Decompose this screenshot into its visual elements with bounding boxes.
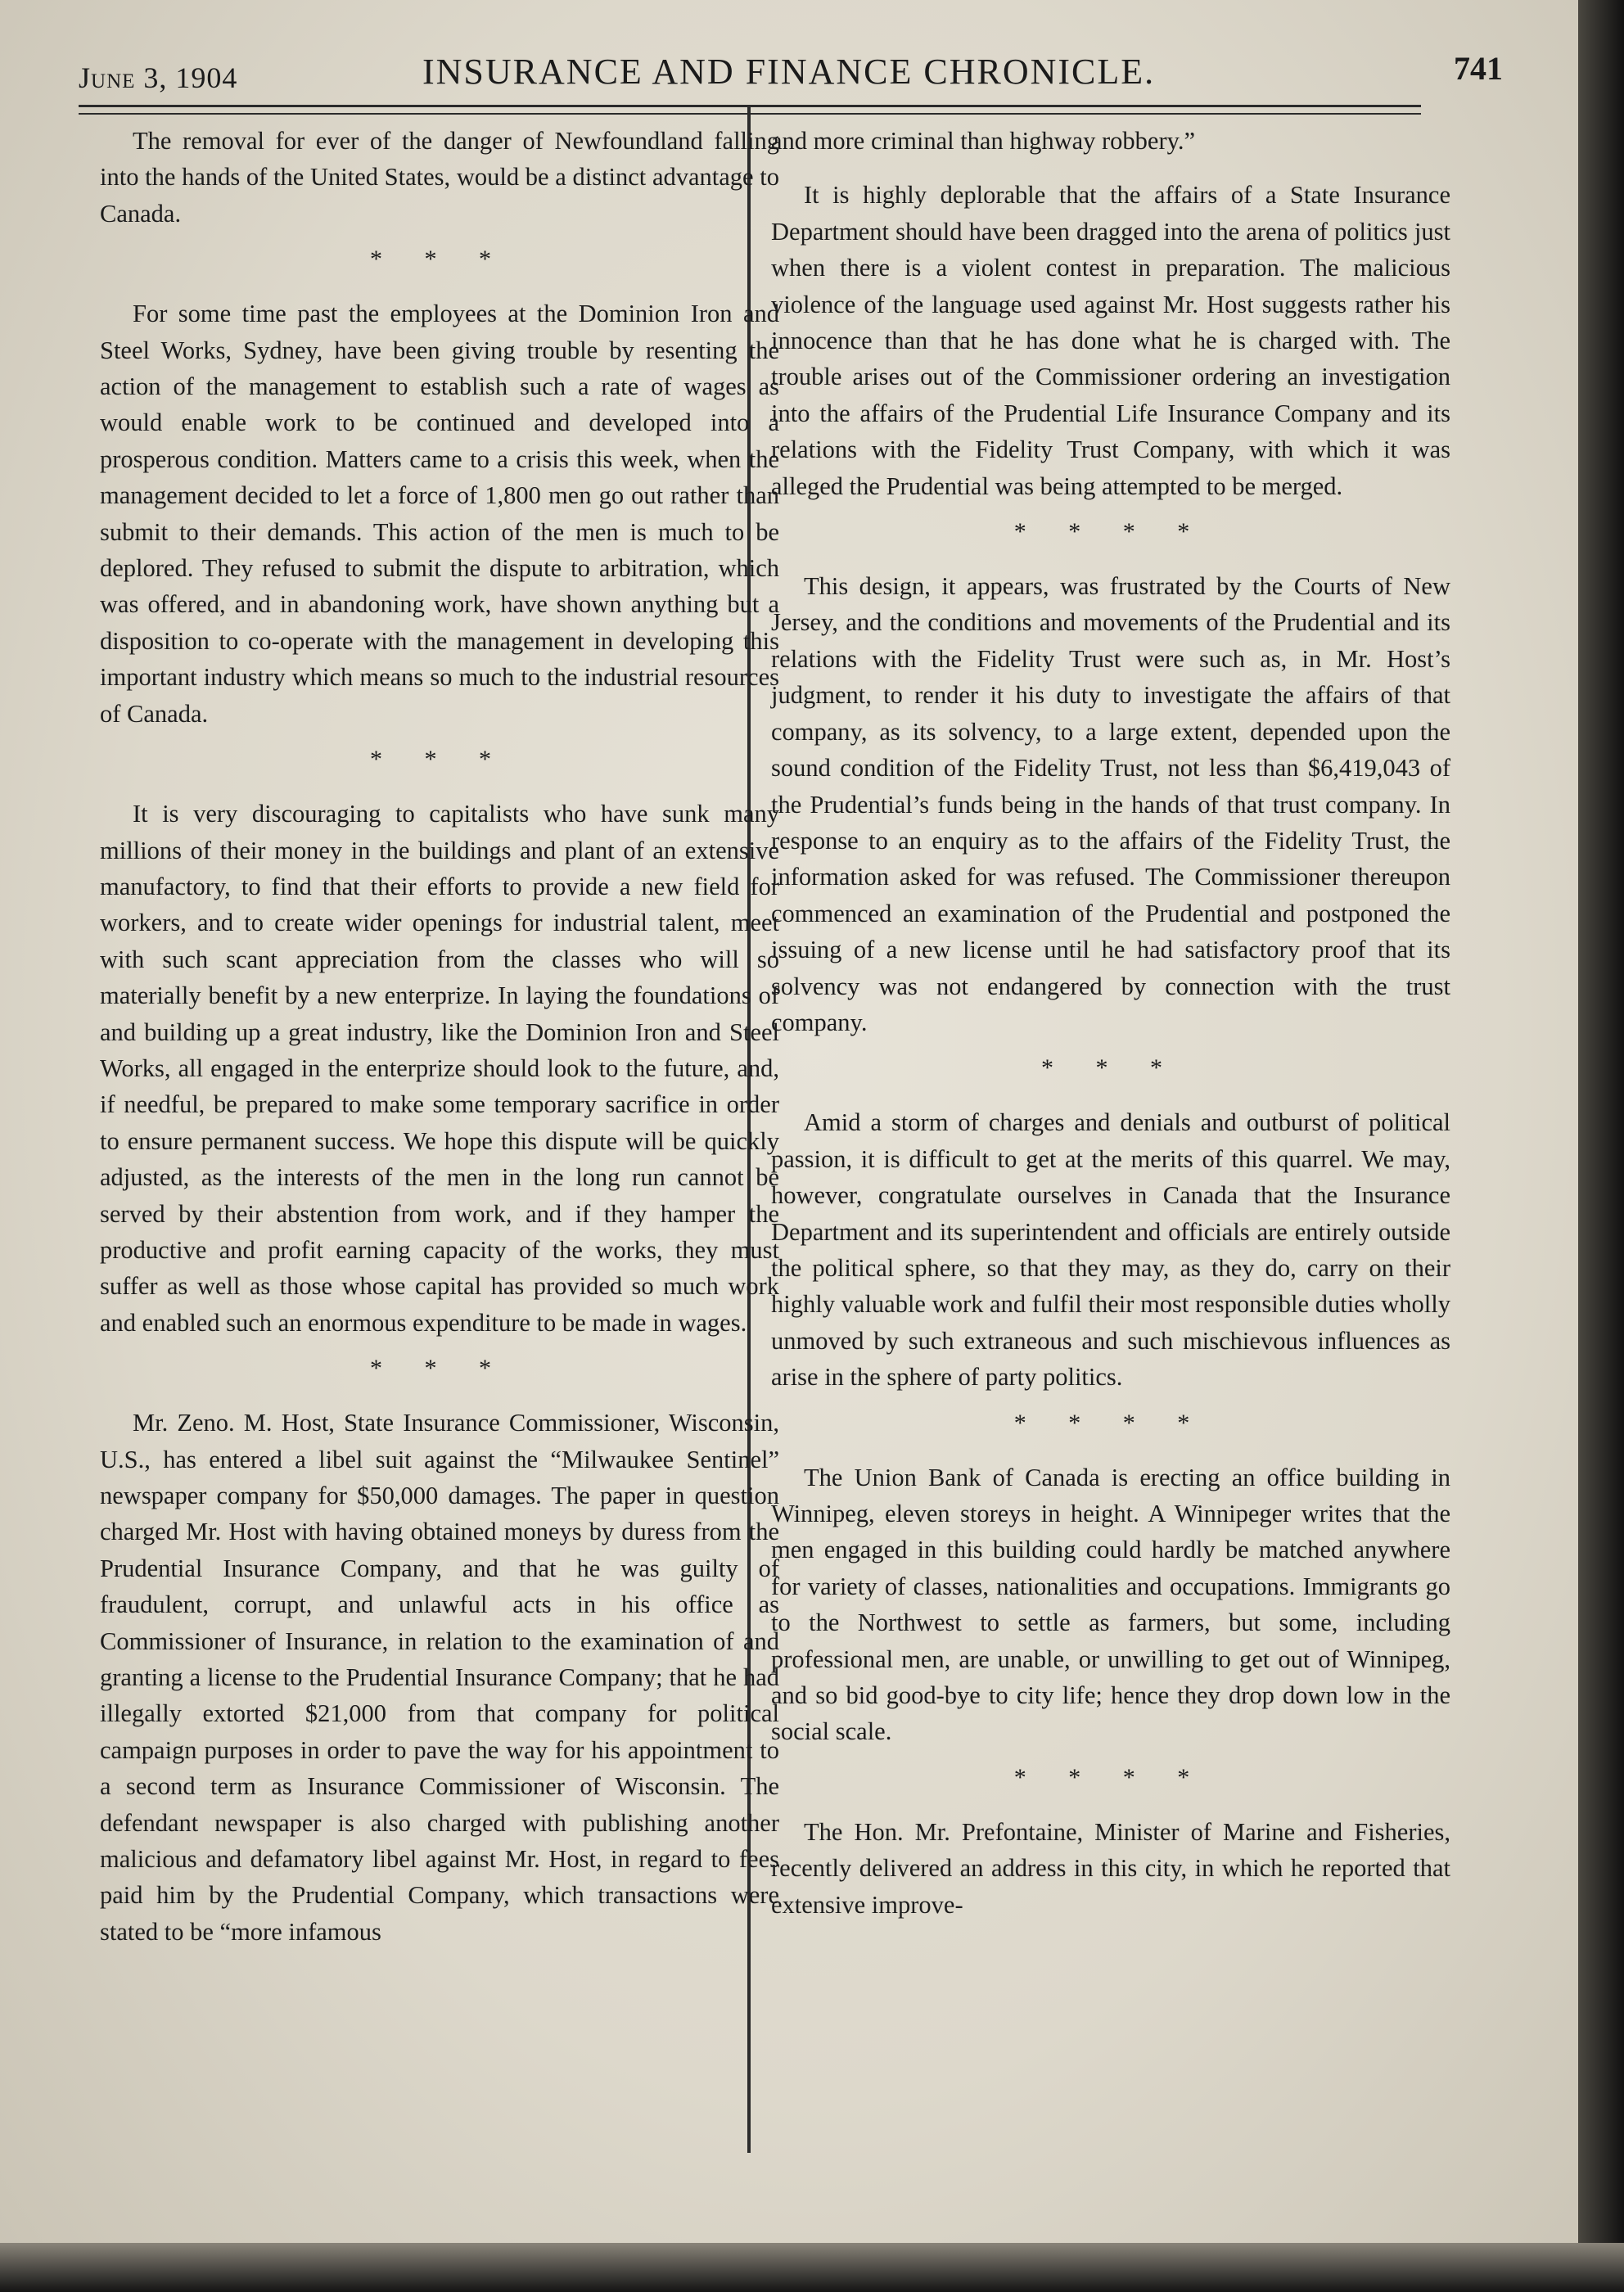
running-header xyxy=(79,46,1552,111)
issue-date: June 3, 1904 xyxy=(79,61,238,94)
paragraph-union-bank: The Union Bank of Canada is erecting an office building in Winnipeg, eleven storeys in height. A Winnipeger writes that the men engaged in this building could hardly be matched anywhere for variety of classes, nationalities and occupations. Immigrants go to the Northwest to settle as farmers, but some, including professional men, are unable, or unwilling to get out of Winnipeg, and so bid good-bye to city life; hence they drop down low in the social scale. xyxy=(771,1463,1450,1746)
page-edge-shadow-right xyxy=(1578,0,1624,2292)
page-edge-shadow-bottom xyxy=(0,2243,1624,2292)
paragraph-host-libel-suit: Mr. Zeno. M. Host, State Insurance Commissioner, Wisconsin, U.S., has entered a libel suit against the “Milwaukee Sentinel” newspaper company for $50,000 damages. The paper in question charged Mr. Host with having obtained moneys by duress from the Prudential Insurance Company, and that he was guilty of fraudulent, corrupt, and unlawful acts in his office as Commissioner of Insurance, in relation to the examination of and granting a license to the Prudential Insurance Company; that he had illegally extorted $21,000 from that company for political campaign purposes in order to pave the way for his appointment to a second term as Insurance Commissioner of Wisconsin. The defendant newspaper is also charged with publishing another malicious and defamatory libel against Mr. Host, in regard to fees paid him by the Prudential Company, which transactions were stated to be “more infamous xyxy=(100,1409,779,1946)
right-column xyxy=(771,123,1450,1923)
section-separator: * * * * xyxy=(1013,1409,1208,1437)
paragraph-prefontaine: The Hon. Mr. Prefontaine, Minister of Marine and Fisheries, recently delivered an address in this city, in which he reported that extensive improve- xyxy=(771,1817,1450,1919)
journal-title: INSURANCE AND FINANCE CHRONICLE. xyxy=(422,52,1156,92)
section-separator: * * * xyxy=(370,746,509,774)
section-separator: * * * * xyxy=(1013,1763,1208,1791)
section-separator: * * * xyxy=(1041,1054,1180,1082)
section-separator: * * * xyxy=(370,1355,509,1383)
section-separator: * * * xyxy=(370,246,509,273)
section-separator: * * * * xyxy=(1013,518,1208,546)
page-number: 741 xyxy=(1454,50,1503,87)
paragraph-new-jersey-courts: This design, it appears, was frustrated by the Courts of New Jersey, and the conditions and movements of the Prudential and its relations with the Fidelity Trust were such as, in Mr. Host’s judgment, to render it his duty to investigate the affairs of that company, as its solvency, to a large extent, depended upon the sound condition of the Fidelity Trust, not less than $6,419,043 of the Prudential’s funds being in the hands of that trust company. In response to an enquiry as to the affairs of the Fidelity Trust, the information asked for was refused. The Commissioner thereupon commenced an examination of the Prudential and postponed the issuing of a new license until he had satisfactory proof that its solvency was not endangered by connection with the trust company. xyxy=(771,572,1450,1036)
left-column xyxy=(100,123,779,1950)
paragraph-continuation: and more criminal than highway robbery.” xyxy=(771,127,1196,155)
paragraph-capitalists: It is very discouraging to capitalists who have sunk many millions of their money in the buildings and plant of an extensive manufactory, to find that their efforts to provide a new field for workers, and to create wider openings for industrial talent, meet with such scant appreciation from the classes who will so materially benefit by a new enterprize. In laying the foundations of and building up a great industry, like the Dominion Iron and Steel Works, all engaged in the enterprize should look to the future, and, if needful, be prepared to make some temporary sacrifice in order to ensure permanent success. We hope this dispute will be quickly adjusted, as the interests of the men in the long run cannot be served by their abstention from work, and if they hamper the productive and profit earning capacity of the works, they must suffer as well as those whose capital has provided so much work and enabled such an enormous expenditure to be made in wages. xyxy=(100,800,779,1337)
paragraph-newfoundland: The removal for ever of the danger of Newfoundland falling into the hands of the United States, would be a distinct advantage to Canada. xyxy=(100,127,779,228)
paragraph-political-passion: Amid a storm of charges and denials and outburst of political passion, it is difficult to get at the merits of this quarrel. We may, however, congratulate ourselves in Canada that the Insurance Department and its superintendent and officials are entirely outside the political sphere, so that they may, as they do, carry on their highly valuable work and fulfil their most responsible duties wholly unmoved by such extraneous and such mischievous influences as arise in the sphere of party politics. xyxy=(771,1108,1450,1392)
paragraph-state-insurance-politics: It is highly deplorable that the affairs of a State Insurance Department should have been dragged into the arena of politics just when there is a violent contest in preparation. The malicious violence of the language used against Mr. Host suggests rather his innocence than that he has done what he is charged with. The trouble arises out of the Commissioner ordering an investigation into the affairs of the Prudential Life Insurance Company and its relations with the Fidelity Trust Company, with which it was alleged the Prudential was being attempted to be merged. xyxy=(771,181,1450,500)
paragraph-dominion-iron-strike: For some time past the employees at the Dominion Iron and Steel Works, Sydney, have been giving trouble by resenting the action of the management to establish such a rate of wages as would enable work to be continued and developed into a prosperous condition. Matters came to a crisis this week, when the management decided to let a force of 1,800 men go out rather than submit to their demands. This action of the men is much to be deplored. They refused to submit the dispute to arbitration, which was offered, and in abandoning work, have shown anything but a disposition to co-operate with the management in developing this important industry which means so much to the industrial resources of Canada. xyxy=(100,300,779,728)
